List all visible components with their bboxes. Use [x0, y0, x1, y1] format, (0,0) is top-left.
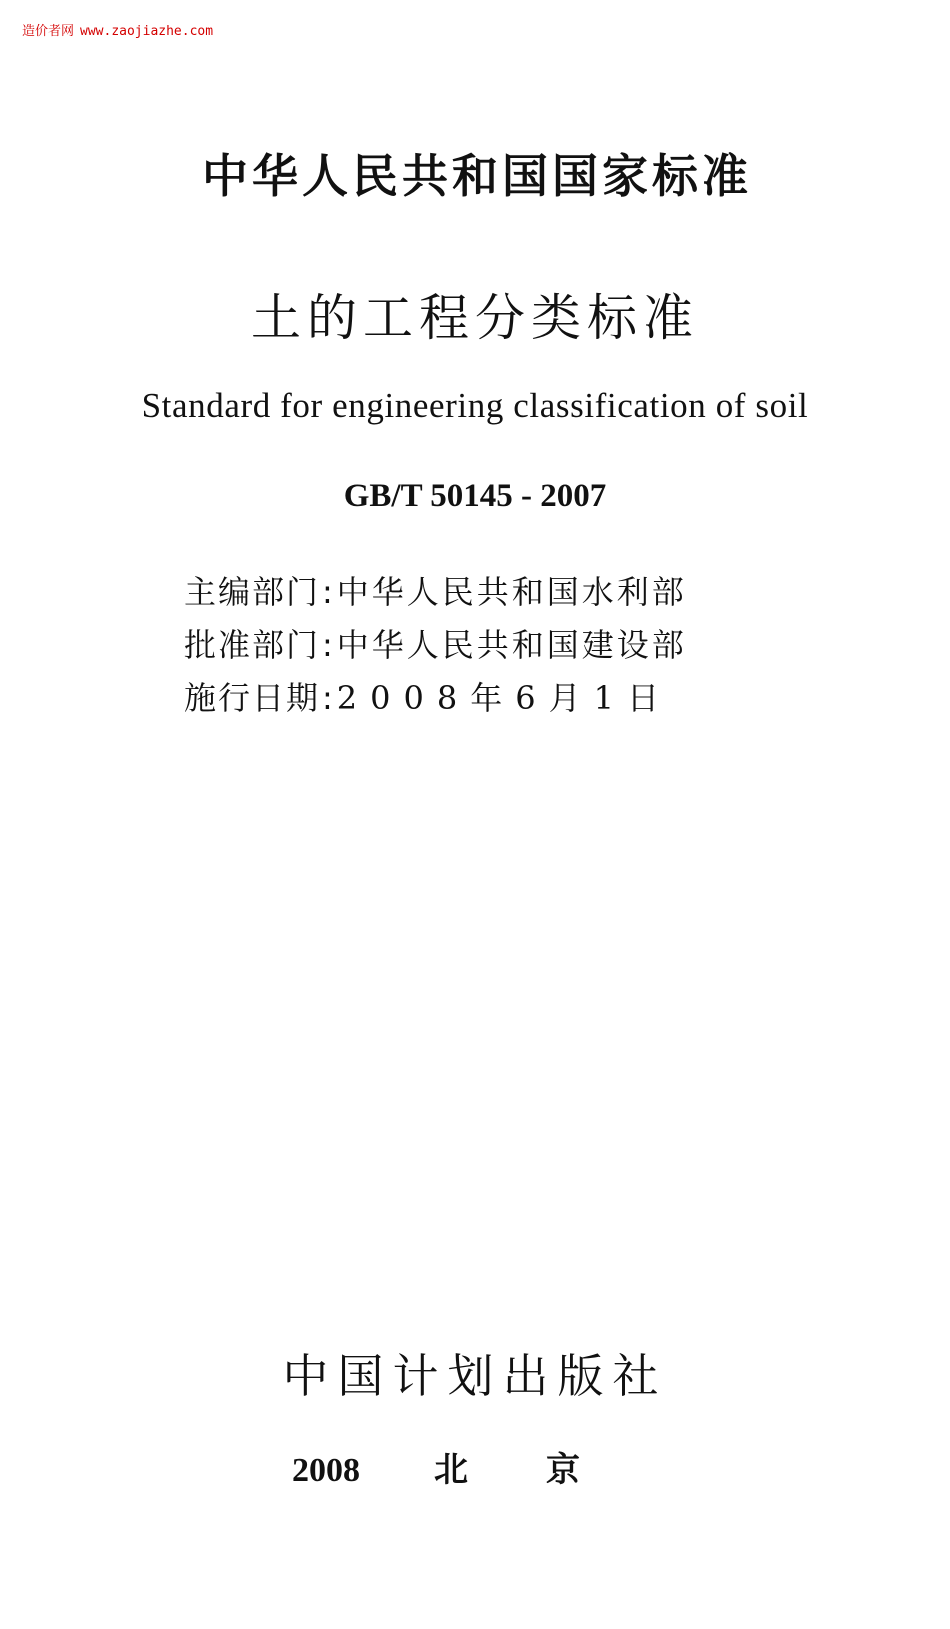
chief-editor-row: [184, 566, 687, 619]
effective-date-value: 2008年6月1日: [336, 679, 672, 717]
imprint-year: 2008: [292, 1452, 360, 1489]
title-chinese: 土的工程分类标准: [251, 289, 699, 347]
chief-editor-value: 中华人民共和国水利部: [336, 573, 687, 611]
approval-label: 批准部门: [184, 626, 321, 664]
approval-value: 中华人民共和国建设部: [336, 626, 687, 664]
approval-row: [184, 619, 687, 672]
title-english: Standard for engineering classification of soil: [141, 386, 809, 425]
separator: :: [322, 573, 333, 611]
imprint: [0, 1442, 950, 1491]
effective-date-label: 施行日期: [184, 679, 321, 717]
separator: :: [322, 679, 333, 717]
watermark: [22, 20, 213, 39]
separator: :: [322, 626, 333, 664]
chief-editor-label: 主编部门: [184, 573, 321, 611]
watermark-url[interactable]: www.zaojiazhe.com: [80, 24, 214, 39]
watermark-site-name: 造价者网: [22, 24, 75, 39]
standard-code: GB/T 50145 - 2007: [343, 478, 607, 514]
effective-date-row: [184, 672, 687, 725]
national-standard-heading: 中华人民共和国国家标准: [202, 149, 752, 203]
publisher-name: 中国计划出版社: [282, 1349, 668, 1403]
publication-info: [184, 566, 687, 725]
imprint-city: 北京: [434, 1450, 658, 1490]
